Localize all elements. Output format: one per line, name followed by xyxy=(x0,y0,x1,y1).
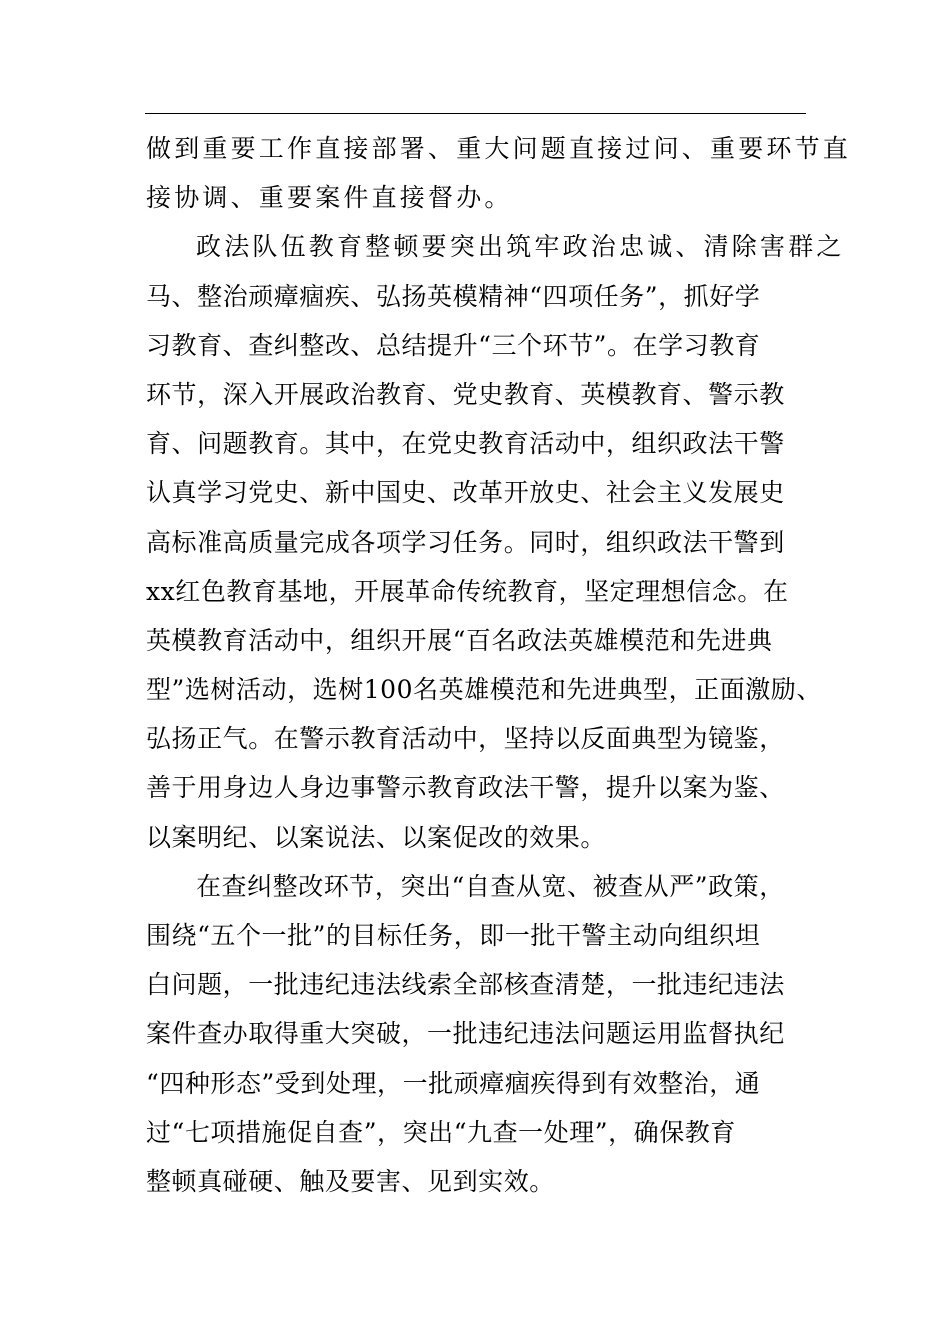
text-line: 案件查办取得重大突破，一批违纪违法问题运用监督执纪 xyxy=(146,1019,785,1049)
paragraph-2 xyxy=(146,222,845,861)
text-line: 习教育、查纠整改、总结提升“三个环节”。在学习教育 xyxy=(146,330,761,360)
text-line: 以案明纪、以案说法、以案促改的效果。 xyxy=(146,822,606,852)
text-line: 围绕“五个一批”的目标任务，即一批干警主动向组织坦 xyxy=(146,921,761,950)
header-rule xyxy=(145,113,806,114)
text-line: 接协调、重要案件直接督办。 xyxy=(146,183,513,213)
text-line: 白问题，一批违纪违法线索全部核查清楚，一批违纪违法 xyxy=(146,970,785,1000)
text-line: 马、整治顽瘴痼疾、弘扬英模精神“四项任务”，抓好学 xyxy=(146,281,761,311)
text-line: 英模教育活动中，组织开展“百名政法英雄模范和先进典 xyxy=(146,625,773,655)
text-line: 政法队伍教育整顿要突出筑牢政治忠诚、清除害群之 xyxy=(196,232,845,262)
paragraph-1 xyxy=(146,124,852,222)
text-line: 弘扬正气。在警示教育活动中，坚持以反面典型为镜鉴， xyxy=(146,724,785,754)
paragraph-3 xyxy=(146,862,826,1206)
text-line: 环节，深入开展政治教育、党史教育、英模教育、警示教 xyxy=(146,379,785,409)
text-line: 高标准高质量完成各项学习任务。同时，组织政法干警到 xyxy=(146,527,785,557)
text-line: 善于用身边人身边事警示教育政法干警，提升以案为鉴、 xyxy=(146,773,785,803)
text-line: 型”选树活动，选树100名英雄模范和先进典型，正面激励、 xyxy=(146,675,822,705)
text-line: 做到重要工作直接部署、重大问题直接过问、重要环节直 xyxy=(146,134,852,163)
document-body xyxy=(146,124,852,1206)
text-line: xx红色教育基地，开展革命传统教育，坚定理想信念。在 xyxy=(146,576,789,606)
text-line: 认真学习党史、新中国史、改革开放史、社会主义发展史 xyxy=(146,478,785,508)
text-line: 过“七项措施促自查”，突出“九查一处理”，确保教育 xyxy=(146,1117,736,1147)
text-line: 整顿真碰硬、触及要害、见到实效。 xyxy=(146,1166,555,1196)
text-line: 在查纠整改环节，突出“自查从宽、被查从严”政策， xyxy=(196,871,785,901)
text-line: 育、问题教育。其中，在党史教育活动中，组织政法干警 xyxy=(146,429,785,459)
text-line: “四种形态”受到处理，一批顽瘴痼疾得到有效整治，通 xyxy=(146,1068,761,1098)
